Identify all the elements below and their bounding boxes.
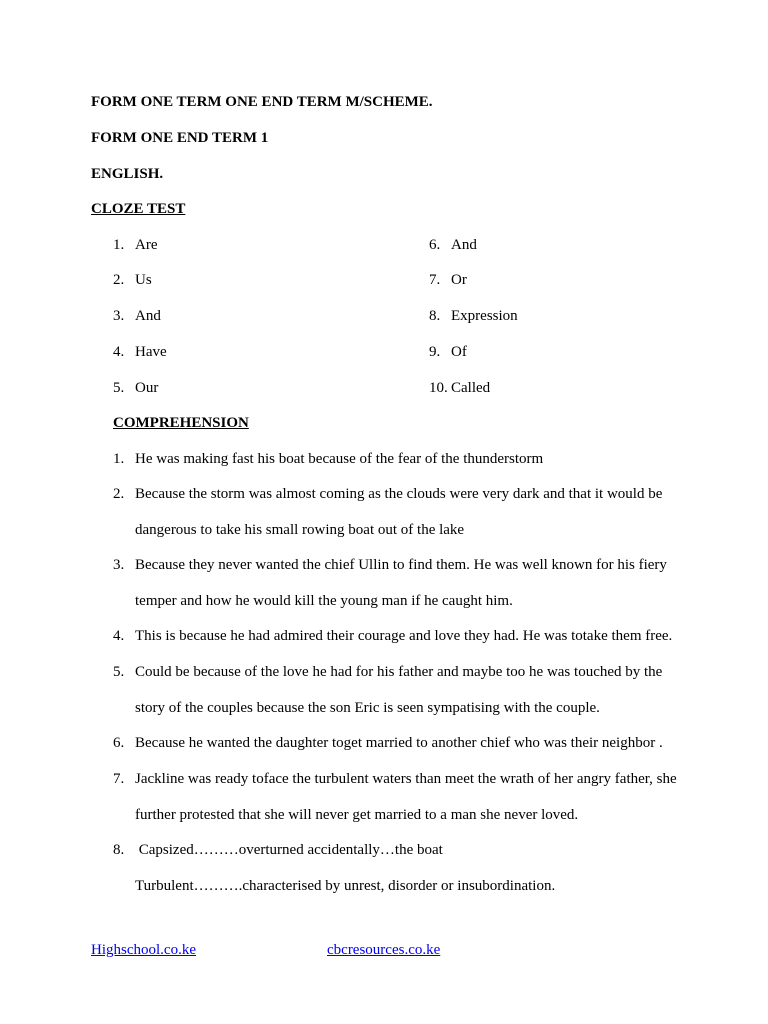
cloze-item xyxy=(113,308,161,325)
cloze-item xyxy=(429,272,467,289)
cloze-item-number: 9. xyxy=(429,344,441,360)
subject-heading: ENGLISH. xyxy=(91,166,164,182)
vocabulary-line xyxy=(113,869,693,905)
cloze-item xyxy=(429,380,490,397)
footer-link-highschool[interactable]: Highschool.co.ke xyxy=(91,942,196,958)
answer-number: 2. xyxy=(113,486,125,502)
comprehension-answer xyxy=(113,619,713,655)
vocabulary-text: Turbulent……….characterised by unrest, disorder or insubordination. xyxy=(135,878,556,894)
answer-number: 7. xyxy=(113,771,125,787)
cloze-item xyxy=(429,344,467,361)
comprehension-answer xyxy=(113,762,693,833)
answer-text: Because they never wanted the chief Ullin to find them. He was well known for his fiery temper and how he would kill the young man if he caught him. xyxy=(135,557,667,609)
answer-number: 4. xyxy=(113,628,125,644)
cloze-item-number: 10. xyxy=(429,380,448,396)
cloze-item xyxy=(429,237,477,254)
footer-link-cbcresources[interactable]: cbcresources.co.ke xyxy=(327,942,441,958)
answer-text: This is because he had admired their courage and love they had. He was totake them free. xyxy=(135,628,673,644)
cloze-item-number: 5. xyxy=(113,380,125,396)
cloze-item-number: 2. xyxy=(113,272,125,288)
comprehension-answer xyxy=(113,442,693,478)
answer-number: 8. xyxy=(113,842,125,858)
cloze-item xyxy=(113,380,158,397)
cloze-test-heading: CLOZE TEST xyxy=(91,201,186,217)
cloze-item-answer: And xyxy=(451,237,477,253)
cloze-item-number: 8. xyxy=(429,308,441,324)
cloze-item-answer: Or xyxy=(451,272,467,288)
comprehension-answer xyxy=(113,548,693,619)
answer-text: Because he wanted the daughter toget married to another chief who was their neighbor . xyxy=(135,735,663,751)
comprehension-heading: COMPREHENSION xyxy=(113,415,249,431)
cloze-item-answer: And xyxy=(135,308,161,324)
comprehension-answer xyxy=(113,477,693,548)
document-title: FORM ONE TERM ONE END TERM M/SCHEME. xyxy=(91,94,433,110)
document-subtitle: FORM ONE END TERM 1 xyxy=(91,130,269,146)
comprehension-answer xyxy=(113,833,693,869)
cloze-item xyxy=(113,272,152,289)
cloze-item-number: 7. xyxy=(429,272,441,288)
comprehension-answer xyxy=(113,655,693,726)
answer-text: Could be because of the love he had for his father and maybe too he was touched by the story of the couples because the son Eric is seen sympatising with the couple. xyxy=(135,664,663,716)
cloze-item xyxy=(429,308,518,325)
cloze-item-number: 1. xyxy=(113,237,125,253)
cloze-item-number: 6. xyxy=(429,237,441,253)
cloze-item-answer: Us xyxy=(135,272,152,288)
answer-text: Because the storm was almost coming as the clouds were very dark and that it would be dangerous to take his small rowing boat out of the lake xyxy=(135,486,663,538)
cloze-item xyxy=(113,344,167,361)
cloze-item-answer: Are xyxy=(135,237,158,253)
answer-number: 1. xyxy=(113,451,125,467)
answer-number: 3. xyxy=(113,557,125,573)
cloze-item-answer: Our xyxy=(135,380,159,396)
answer-number: 5. xyxy=(113,664,125,680)
answer-text: He was making fast his boat because of the fear of the thunderstorm xyxy=(135,451,544,467)
cloze-item-number: 4. xyxy=(113,344,125,360)
answer-number: 6. xyxy=(113,735,125,751)
cloze-item-answer: Of xyxy=(451,344,467,360)
answer-text: Jackline was ready toface the turbulent waters than meet the wrath of her angry father, she further protested that she will never get married to a man she never loved. xyxy=(135,771,677,823)
cloze-item xyxy=(113,237,158,254)
cloze-item-answer: Called xyxy=(451,380,491,396)
cloze-item-answer: Have xyxy=(135,344,167,360)
cloze-item-answer: Expression xyxy=(451,308,518,324)
cloze-item-number: 3. xyxy=(113,308,125,324)
answer-text: Capsized………overturned accidentally…the boat xyxy=(135,842,443,858)
comprehension-answer xyxy=(113,726,713,762)
